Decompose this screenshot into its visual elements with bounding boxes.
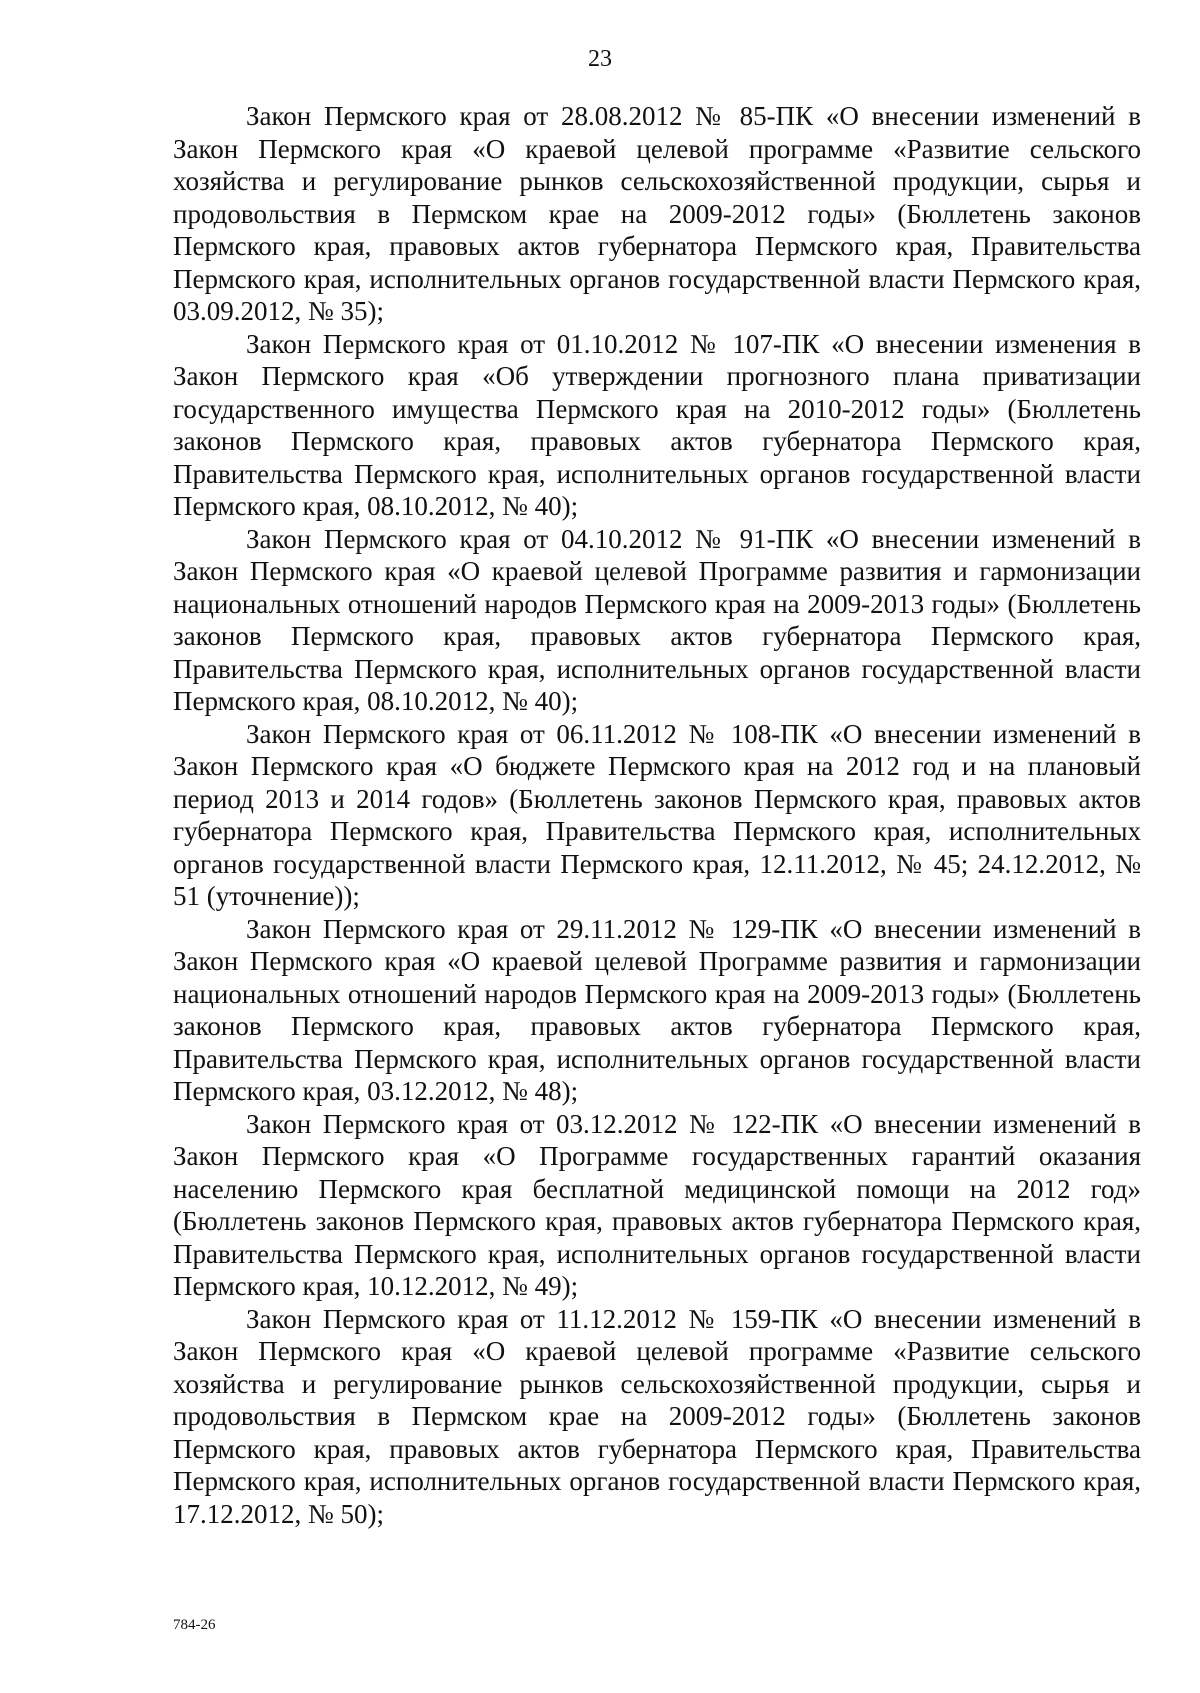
page-number: 23 xyxy=(588,46,612,72)
document-code: 784-26 xyxy=(173,1617,216,1633)
law-entry-paragraph: Закон Пермского края от 06.11.2012 № 108-ПК «О внесении изменений в Закон Пермского края «О бюджете Пермского края на 2012 год и на плановый период 2013 и 2014 годов» (Бюллетень законов Пермского края, правовых актов губернатора Пермского края, Правительства Пермского края, исполнительных органов государственной власти Пермского края, 12.11.2012, № 45; 24.12.2012, № 51 (уточнение)); xyxy=(173,718,1141,911)
law-list xyxy=(173,100,1141,1530)
law-entry-paragraph: Закон Пермского края от 01.10.2012 № 107-ПК «О внесении изменения в Закон Пермского края «Об утверждении прогнозного плана приватизации государственного имущества Пермского края на 2010-2012 годы» (Бюллетень законов Пермского края, правовых актов губернатора Пермского края, Правительства Пермского края, исполнительных органов государственной власти Пермского края, 08.10.2012, № 40); xyxy=(173,328,1141,521)
law-entry-paragraph: Закон Пермского края от 11.12.2012 № 159-ПК «О внесении изменений в Закон Пермского края «О краевой целевой программе «Развитие сельского хозяйства и регулирование рынков сельскохозяйственной продукции, сырья и продовольствия в Пермском крае на 2009-2012 годы» (Бюллетень законов Пермского края, правовых актов губернатора Пермского края, Правительства Пермского края, исполнительных органов государственной власти Пермского края, 17.12.2012, № 50); xyxy=(173,1303,1141,1529)
law-entry-paragraph: Закон Пермского края от 03.12.2012 № 122-ПК «О внесении изменений в Закон Пермского края «О Программе государственных гарантий оказания населению Пермского края бесплатной медицинской помощи на 2012 год» (Бюллетень законов Пермского края, правовых актов губернатора Пермского края, Правительства Пермского края, исполнительных органов государственной власти Пермского края, 10.12.2012, № 49); xyxy=(173,1108,1141,1301)
law-entry-paragraph: Закон Пермского края от 28.08.2012 № 85-ПК «О внесении изменений в Закон Пермского края «О краевой целевой программе «Развитие сельского хозяйства и регулирование рынков сельскохозяйственной продукции, сырья и продовольствия в Пермском крае на 2009-2012 годы» (Бюллетень законов Пермского края, правовых актов губернатора Пермского края, Правительства Пермского края, исполнительных органов государственной власти Пермского края, 03.09.2012, № 35); xyxy=(173,101,1141,326)
law-entry-paragraph: Закон Пермского края от 04.10.2012 № 91-ПК «О внесении изменений в Закон Пермского края «О краевой целевой Программе развития и гармонизации национальных отношений народов Пермского края на 2009-2013 годы» (Бюллетень законов Пермского края, правовых актов губернатора Пермского края, Правительства Пермского края, исполнительных органов государственной власти Пермского края, 08.10.2012, № 40); xyxy=(173,523,1141,716)
law-entry-paragraph: Закон Пермского края от 29.11.2012 № 129-ПК «О внесении изменений в Закон Пермского края «О краевой целевой Программе развития и гармонизации национальных отношений народов Пермского края на 2009-2013 годы» (Бюллетень законов Пермского края, правовых актов губернатора Пермского края, Правительства Пермского края, исполнительных органов государственной власти Пермского края, 03.12.2012, № 48); xyxy=(173,913,1141,1106)
